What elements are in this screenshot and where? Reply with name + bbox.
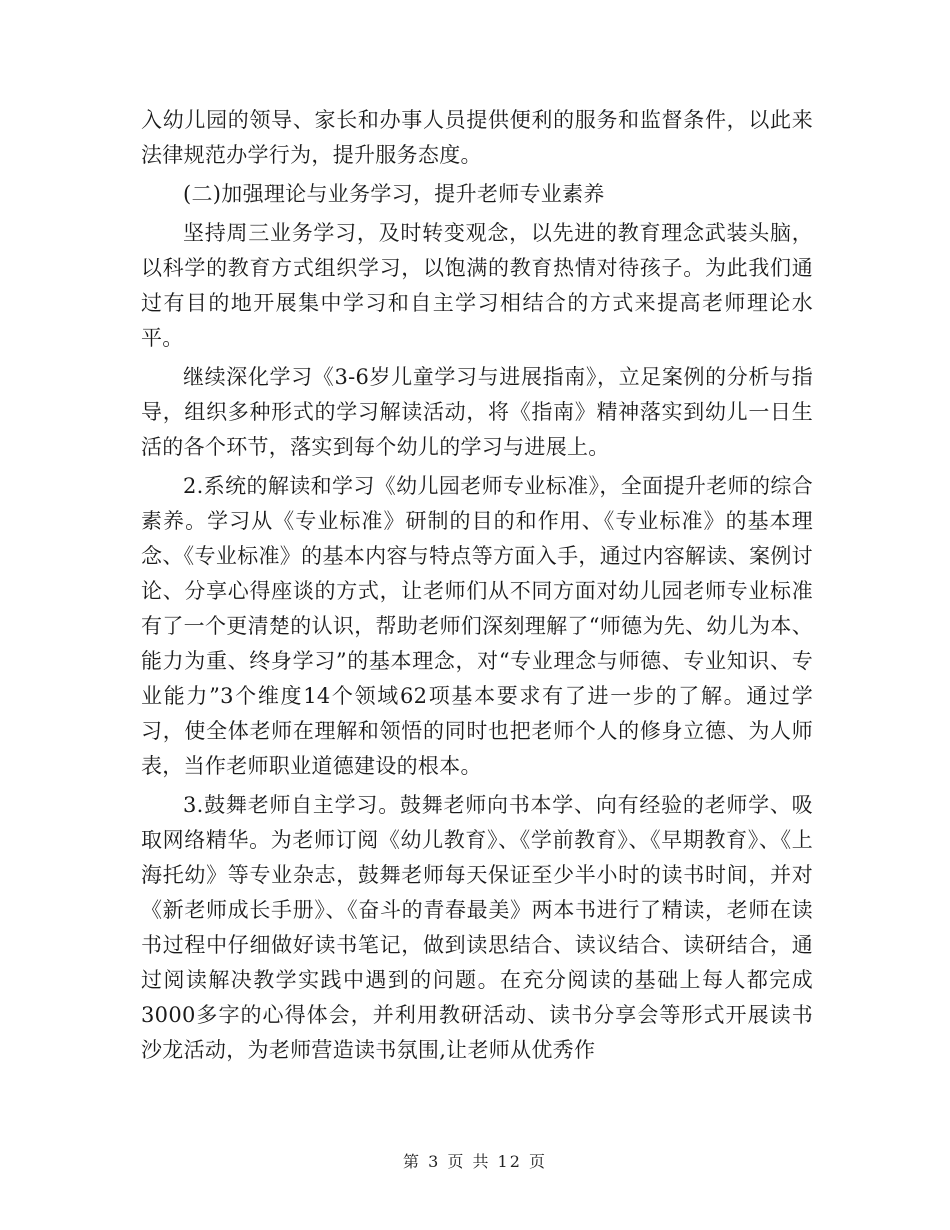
paragraph-guide-study: 继续深化学习《3-6岁儿童学习与进展指南》，立足案例的分析与指导，组织多种形式的学习解读活动，将《指南》精神落实到幼儿一日生活的各个环节，落实到每个幼儿的学习与进展上。: [141, 365, 813, 459]
page-number-footer: 第 3 页 共 12 页: [403, 1152, 547, 1171]
paragraph-self-study: 3.鼓舞老师自主学习。鼓舞老师向书本学、向有经验的老师学、吸取网络精华。为老师订阅《幼儿教育》、《学前教育》、《早期教育》、《上海托幼》等专业杂志，鼓舞老师每天保证至少半小时的读书时间，并对《新老师成长手册》、《奋斗的青春最美》两本书进行了精读，老师在读书过程中仔细做好读书笔记，做到读思结合、读议结合、读研结合，通过阅读解决教学实践中遇到的问题。在充分阅读的基础上每人都完成3000多字的心得体会，并利用教研活动、读书分享会等形式开展读书沙龙活动，为老师营造读书氛围,让老师从优秀作: [141, 793, 813, 1062]
paragraph-continuation: 入幼儿园的领导、家长和办事人员提供便利的服务和监督条件，以此来法律规范办学行为，提升服务态度。: [141, 108, 813, 167]
document-body: [141, 103, 813, 1068]
section-heading: (二)加强理论与业务学习，提升老师专业素养: [183, 182, 605, 206]
paragraph-professional-standard: 2.系统的解读和学习《幼儿园老师专业标准》，全面提升老师的综合素养。学习从《专业标准》研制的目的和作用、《专业标准》的基本理念、《专业标准》的基本内容与特点等方面入手，通过内容解读、案例讨论、分享心得座谈的方式，让老师们从不同方面对幼儿园老师专业标准有了一个更清楚的认识，帮助老师们深刻理解了“师德为先、幼儿为本、能力为重、终身学习”的基本理念，对“专业理念与师德、专业知识、专业能力”3个维度14个领域62项基本要求有了进一步的了解。通过学习，使全体老师在理解和领悟的同时也把老师个人的修身立德、为人师表，当作老师职业道德建设的根本。: [141, 474, 813, 778]
paragraph-study-intro: 坚持周三业务学习，及时转变观念，以先进的教育理念武装头脑，以科学的教育方式组织学习，以饱满的教育热情对待孩子。为此我们通过有目的地开展集中学习和自主学习相结合的方式来提高老师理论水平。: [141, 221, 813, 350]
